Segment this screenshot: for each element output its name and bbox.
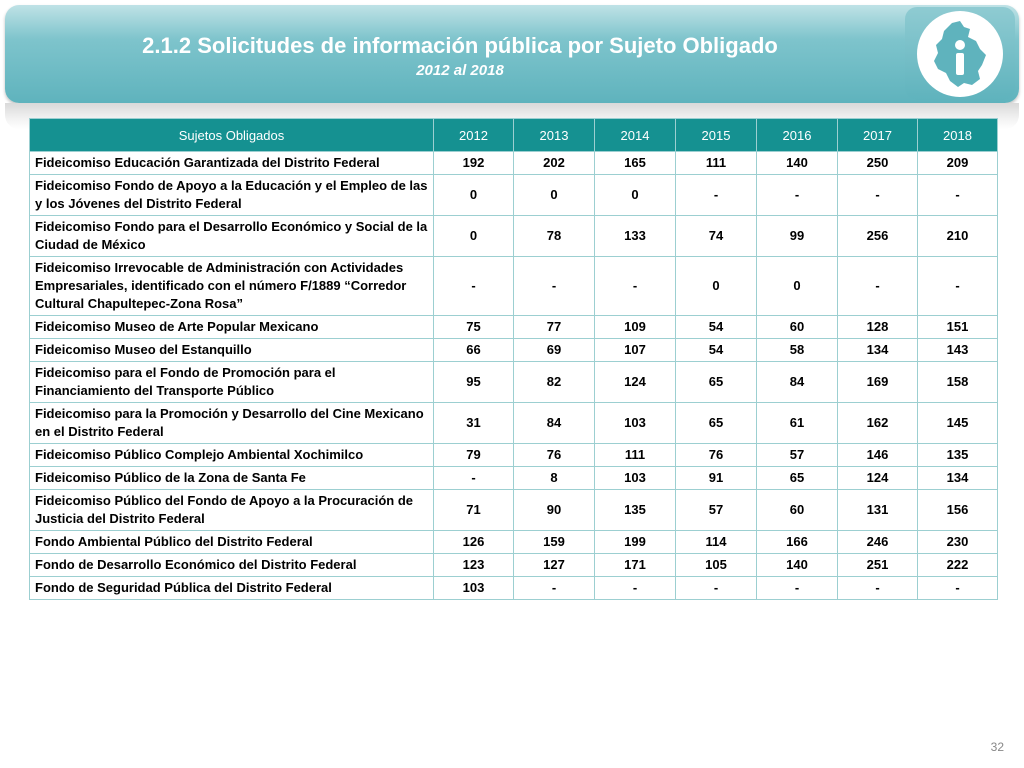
value-cell: 54: [676, 339, 757, 362]
value-cell: 156: [918, 490, 998, 531]
value-cell: 126: [434, 531, 514, 554]
logo-circle: [917, 11, 1003, 97]
value-cell: 222: [918, 554, 998, 577]
subject-name-cell: Fideicomiso Educación Garantizada del Distrito Federal: [30, 152, 434, 175]
value-cell: 159: [514, 531, 595, 554]
subject-name-cell: Fideicomiso para la Promoción y Desarrollo del Cine Mexicano en el Distrito Federal: [30, 403, 434, 444]
value-cell: 0: [434, 175, 514, 216]
table-row: [30, 403, 998, 444]
value-cell: 140: [757, 554, 838, 577]
value-cell: 256: [838, 216, 918, 257]
value-cell: 90: [514, 490, 595, 531]
subject-name-cell: Fideicomiso Fondo para el Desarrollo Económico y Social de la Ciudad de México: [30, 216, 434, 257]
page-number: 32: [990, 740, 1004, 754]
table-row: [30, 531, 998, 554]
subject-name-cell: Fideicomiso para el Fondo de Promoción para el Financiamiento del Transporte Público: [30, 362, 434, 403]
value-cell: -: [514, 257, 595, 316]
value-cell: 109: [595, 316, 676, 339]
value-cell: 202: [514, 152, 595, 175]
subject-name-cell: Fideicomiso Irrevocable de Administración con Actividades Empresariales, identificado con el número F/1889 “Corredor Cultural Chapultepec-Zona Rosa”: [30, 257, 434, 316]
value-cell: 171: [595, 554, 676, 577]
value-cell: 135: [595, 490, 676, 531]
value-cell: 0: [514, 175, 595, 216]
value-cell: 76: [514, 444, 595, 467]
page-subtitle: 2012 al 2018: [416, 62, 504, 79]
value-cell: 60: [757, 316, 838, 339]
value-cell: -: [918, 257, 998, 316]
value-cell: 124: [595, 362, 676, 403]
subject-name-cell: Fideicomiso Público de la Zona de Santa Fe: [30, 467, 434, 490]
value-cell: 128: [838, 316, 918, 339]
column-header-year: 2017: [838, 119, 918, 152]
value-cell: 114: [676, 531, 757, 554]
value-cell: -: [918, 577, 998, 600]
value-cell: 0: [757, 257, 838, 316]
value-cell: 103: [434, 577, 514, 600]
value-cell: 158: [918, 362, 998, 403]
subject-name-cell: Fideicomiso Museo del Estanquillo: [30, 339, 434, 362]
value-cell: 57: [757, 444, 838, 467]
table-row: [30, 554, 998, 577]
table-row: [30, 467, 998, 490]
value-cell: 131: [838, 490, 918, 531]
value-cell: 111: [676, 152, 757, 175]
value-cell: 134: [918, 467, 998, 490]
value-cell: -: [434, 257, 514, 316]
value-cell: 0: [676, 257, 757, 316]
cdmx-map-info-icon: [930, 19, 990, 89]
value-cell: 123: [434, 554, 514, 577]
value-cell: 66: [434, 339, 514, 362]
value-cell: 124: [838, 467, 918, 490]
value-cell: 0: [595, 175, 676, 216]
value-cell: 82: [514, 362, 595, 403]
value-cell: 65: [676, 403, 757, 444]
table-row: [30, 577, 998, 600]
column-header-year: 2014: [595, 119, 676, 152]
value-cell: 76: [676, 444, 757, 467]
value-cell: 111: [595, 444, 676, 467]
value-cell: 230: [918, 531, 998, 554]
value-cell: 65: [676, 362, 757, 403]
table-body: [30, 152, 998, 600]
value-cell: 69: [514, 339, 595, 362]
value-cell: -: [838, 577, 918, 600]
value-cell: 65: [757, 467, 838, 490]
value-cell: 105: [676, 554, 757, 577]
value-cell: 107: [595, 339, 676, 362]
value-cell: 103: [595, 467, 676, 490]
value-cell: 84: [757, 362, 838, 403]
value-cell: 251: [838, 554, 918, 577]
table-row: [30, 216, 998, 257]
value-cell: -: [434, 467, 514, 490]
column-header-year: 2018: [918, 119, 998, 152]
value-cell: -: [676, 577, 757, 600]
value-cell: 127: [514, 554, 595, 577]
page-title: 2.1.2 Solicitudes de información pública por Sujeto Obligado: [142, 33, 778, 58]
table-row: [30, 152, 998, 175]
value-cell: 78: [514, 216, 595, 257]
value-cell: 146: [838, 444, 918, 467]
value-cell: 79: [434, 444, 514, 467]
subject-name-cell: Fondo de Seguridad Pública del Distrito Federal: [30, 577, 434, 600]
value-cell: 165: [595, 152, 676, 175]
value-cell: -: [514, 577, 595, 600]
value-cell: 246: [838, 531, 918, 554]
value-cell: 133: [595, 216, 676, 257]
value-cell: 91: [676, 467, 757, 490]
value-cell: 31: [434, 403, 514, 444]
value-cell: 134: [838, 339, 918, 362]
table-row: [30, 444, 998, 467]
subject-name-cell: Fondo Ambiental Público del Distrito Federal: [30, 531, 434, 554]
value-cell: 140: [757, 152, 838, 175]
value-cell: 57: [676, 490, 757, 531]
value-cell: -: [838, 257, 918, 316]
column-header-year: 2016: [757, 119, 838, 152]
subject-name-cell: Fideicomiso Fondo de Apoyo a la Educación y el Empleo de las y los Jóvenes del Distrito Federal: [30, 175, 434, 216]
value-cell: 54: [676, 316, 757, 339]
table-row: [30, 362, 998, 403]
value-cell: -: [757, 175, 838, 216]
value-cell: 61: [757, 403, 838, 444]
value-cell: 74: [676, 216, 757, 257]
value-cell: 0: [434, 216, 514, 257]
column-header-year: 2012: [434, 119, 514, 152]
value-cell: 84: [514, 403, 595, 444]
value-cell: -: [676, 175, 757, 216]
value-cell: 58: [757, 339, 838, 362]
value-cell: -: [918, 175, 998, 216]
table-row: [30, 339, 998, 362]
value-cell: 145: [918, 403, 998, 444]
value-cell: -: [757, 577, 838, 600]
value-cell: 143: [918, 339, 998, 362]
value-cell: 166: [757, 531, 838, 554]
table-row: [30, 175, 998, 216]
value-cell: 71: [434, 490, 514, 531]
value-cell: 75: [434, 316, 514, 339]
value-cell: 162: [838, 403, 918, 444]
value-cell: 192: [434, 152, 514, 175]
value-cell: 8: [514, 467, 595, 490]
column-header-year: 2015: [676, 119, 757, 152]
requests-table: [29, 118, 998, 600]
logo-box: [905, 7, 1015, 100]
subject-name-cell: Fideicomiso Público Complejo Ambiental Xochimilco: [30, 444, 434, 467]
value-cell: 151: [918, 316, 998, 339]
table-row: [30, 257, 998, 316]
value-cell: 103: [595, 403, 676, 444]
table-header-row: [30, 119, 998, 152]
value-cell: 210: [918, 216, 998, 257]
subject-name-cell: Fideicomiso Público del Fondo de Apoyo a la Procuración de Justicia del Distrito Federal: [30, 490, 434, 531]
value-cell: 250: [838, 152, 918, 175]
value-cell: 169: [838, 362, 918, 403]
value-cell: -: [838, 175, 918, 216]
value-cell: -: [595, 257, 676, 316]
column-header-year: 2013: [514, 119, 595, 152]
value-cell: 95: [434, 362, 514, 403]
subject-name-cell: Fideicomiso Museo de Arte Popular Mexicano: [30, 316, 434, 339]
value-cell: 135: [918, 444, 998, 467]
value-cell: 60: [757, 490, 838, 531]
column-header-subject: Sujetos Obligados: [30, 119, 434, 152]
value-cell: 77: [514, 316, 595, 339]
value-cell: 209: [918, 152, 998, 175]
subject-name-cell: Fondo de Desarrollo Económico del Distrito Federal: [30, 554, 434, 577]
table-row: [30, 316, 998, 339]
table-row: [30, 490, 998, 531]
value-cell: 99: [757, 216, 838, 257]
value-cell: 199: [595, 531, 676, 554]
value-cell: -: [595, 577, 676, 600]
